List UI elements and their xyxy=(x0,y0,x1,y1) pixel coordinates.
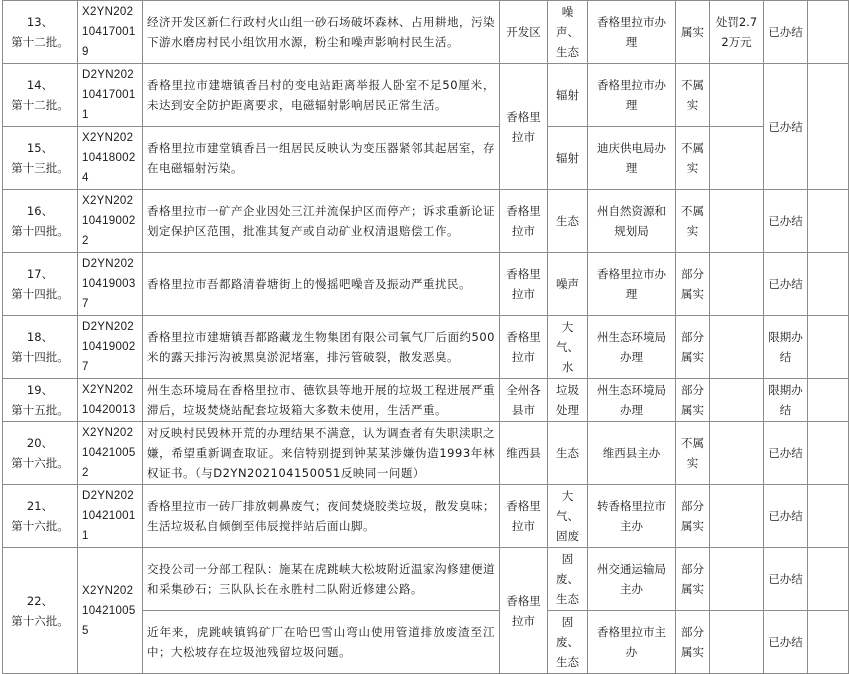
district: 香格里拉市 xyxy=(500,316,548,379)
note xyxy=(808,379,849,422)
case-code: X2YN202104210055 xyxy=(78,548,143,674)
table-row xyxy=(3,253,849,316)
status: 已办结 xyxy=(764,485,808,548)
note xyxy=(808,422,849,485)
case-code: D2YN202104170011 xyxy=(78,64,143,127)
penalty xyxy=(710,611,764,674)
district: 维西县 xyxy=(500,422,548,485)
table-row xyxy=(3,127,849,190)
status: 限期办结 xyxy=(764,379,808,422)
handling-office: 香格里拉市办理 xyxy=(588,64,676,127)
verification-result: 不属实 xyxy=(676,190,710,253)
note xyxy=(808,485,849,548)
handling-office: 迪庆供电局办理 xyxy=(588,127,676,190)
case-description: 对反映村民毁林开荒的办理结果不满意，认为调查者有失职渎职之嫌，希望重新调查取证。来信特别提到钟某某涉嫌伪造1993年林权证书。（与D2YN202104150051反映同一问题） xyxy=(143,422,500,485)
case-code: X2YN202104170019 xyxy=(78,1,143,64)
case-code: X2YN20210420013 xyxy=(78,379,143,422)
district: 香格里拉市 xyxy=(500,485,548,548)
handling-office: 转香格里拉市主办 xyxy=(588,485,676,548)
handling-office: 州生态环境局办理 xyxy=(588,316,676,379)
status: 已办结 xyxy=(764,253,808,316)
penalty xyxy=(710,485,764,548)
row-number: 16、 第十四批。 xyxy=(3,190,78,253)
district: 香格里拉市 xyxy=(500,253,548,316)
issue-type: 固废、生态 xyxy=(548,548,588,611)
case-code: D2YN202104190037 xyxy=(78,253,143,316)
penalty xyxy=(710,379,764,422)
status: 已办结 xyxy=(764,611,808,674)
row-number: 13、 第十二批。 xyxy=(3,1,78,64)
verification-result: 部分属实 xyxy=(676,253,710,316)
status: 已办结 xyxy=(764,190,808,253)
row-number: 14、 第十二批。 xyxy=(3,64,78,127)
note xyxy=(808,316,849,379)
status: 已办结 xyxy=(764,64,808,190)
note xyxy=(808,1,849,64)
table-row xyxy=(3,379,849,422)
table-row xyxy=(3,1,849,64)
case-description: 香格里拉市一砖厂排放刺鼻废气；夜间焚烧胶类垃圾，散发臭味；生活垃圾私自倾倒至伟辰搅拌站后面山脚。 xyxy=(143,485,500,548)
table-row xyxy=(3,190,849,253)
case-code: X2YN202104210052 xyxy=(78,422,143,485)
verification-result: 属实 xyxy=(676,1,710,64)
note xyxy=(808,253,849,316)
penalty xyxy=(710,190,764,253)
status: 已办结 xyxy=(764,422,808,485)
row-number: 18、 第十四批。 xyxy=(3,316,78,379)
verification-result: 不属实 xyxy=(676,422,710,485)
district: 香格里拉市 xyxy=(500,548,548,674)
verification-result: 不属实 xyxy=(676,127,710,190)
table-row xyxy=(3,485,849,548)
case-code: D2YN202104210011 xyxy=(78,485,143,548)
row-number: 19、 第十五批。 xyxy=(3,379,78,422)
verification-result: 部分属实 xyxy=(676,548,710,611)
status: 已办结 xyxy=(764,1,808,64)
status: 限期办结 xyxy=(764,316,808,379)
case-description: 交投公司一分部工程队：施某在虎跳峡大松坡附近温家沟修建便道和采集砂石；三队队长在永胜村二队附近修建公路。 xyxy=(143,548,500,611)
penalty xyxy=(710,422,764,485)
row-number: 20、 第十六批。 xyxy=(3,422,78,485)
penalty xyxy=(710,127,764,190)
table-row xyxy=(3,422,849,485)
verification-result: 部分属实 xyxy=(676,316,710,379)
row-number: 15、 第十三批。 xyxy=(3,127,78,190)
case-code: D2YN202104190027 xyxy=(78,316,143,379)
verification-result: 部分属实 xyxy=(676,485,710,548)
verification-result: 不属实 xyxy=(676,64,710,127)
case-code: X2YN202104190022 xyxy=(78,190,143,253)
issue-type: 大气、固废 xyxy=(548,485,588,548)
issue-type: 垃圾处理 xyxy=(548,379,588,422)
handling-office: 州交通运输局主办 xyxy=(588,548,676,611)
verification-result: 部分属实 xyxy=(676,611,710,674)
penalty: 处罚2.72万元 xyxy=(710,1,764,64)
district: 全州各县市 xyxy=(500,379,548,422)
issue-type: 噪声 xyxy=(548,253,588,316)
case-description: 州生态环境局在香格里拉市、德钦县等地开展的垃圾工程进展严重滞后，垃圾焚烧站配套垃圾箱大多数未使用，生活严重。 xyxy=(143,379,500,422)
case-description: 香格里拉市建堂镇香吕一组居民反映认为变压器紧邻其起居室，存在电磁辐射污染。 xyxy=(143,127,500,190)
penalty xyxy=(710,316,764,379)
status: 已办结 xyxy=(764,548,808,611)
row-number: 17、 第十四批。 xyxy=(3,253,78,316)
row-number: 21、 第十六批。 xyxy=(3,485,78,548)
row-number: 22、 第十六批。 xyxy=(3,548,78,674)
note xyxy=(808,190,849,253)
issue-type: 生态 xyxy=(548,422,588,485)
note xyxy=(808,548,849,611)
handling-office: 香格里拉市办理 xyxy=(588,253,676,316)
case-code: X2YN202104180024 xyxy=(78,127,143,190)
note xyxy=(808,64,849,190)
note xyxy=(808,611,849,674)
district: 开发区 xyxy=(500,1,548,64)
penalty xyxy=(710,64,764,127)
petition-table xyxy=(2,0,849,674)
issue-type: 固废、生态 xyxy=(548,611,588,674)
handling-office: 香格里拉市办理 xyxy=(588,1,676,64)
issue-type: 辐射 xyxy=(548,127,588,190)
case-description: 香格里拉市一矿产企业因处三江并流保护区而停产；诉求重新论证划定保护区范围，批准其复产或自动矿业权清退赔偿工作。 xyxy=(143,190,500,253)
table-row xyxy=(3,316,849,379)
issue-type: 噪声、生态 xyxy=(548,1,588,64)
verification-result: 部分属实 xyxy=(676,379,710,422)
penalty xyxy=(710,253,764,316)
handling-office: 香格里拉市主办 xyxy=(588,611,676,674)
issue-type: 生态 xyxy=(548,190,588,253)
issue-type: 辐射 xyxy=(548,64,588,127)
issue-type: 大气、水 xyxy=(548,316,588,379)
case-description: 近年来，虎跳峡镇钨矿厂在哈巴雪山弯山使用管道排放废渣至江中；大松坡存在垃圾池残留垃圾问题。 xyxy=(143,611,500,674)
case-description: 经济开发区新仁行政村火山组一砂石场破坏森林、占用耕地，污染下游水磨房村民小组饮用水源，粉尘和噪声影响村民生活。 xyxy=(143,1,500,64)
case-description: 香格里拉市建塘镇吾都路藏龙生物集团有限公司氧气厂后面约500米的露天排污沟被黑臭淤泥堵塞，排污管破裂，散发恶臭。 xyxy=(143,316,500,379)
case-description: 香格里拉市吾都路清眷塘街上的慢摇吧噪音及振动严重扰民。 xyxy=(143,253,500,316)
penalty xyxy=(710,548,764,611)
table-row xyxy=(3,548,849,611)
handling-office: 州自然资源和规划局 xyxy=(588,190,676,253)
case-description: 香格里拉市建塘镇香吕村的变电站距离举报人卧室不足50厘米，未达到安全防护距离要求，电磁辐射影响居民正常生活。 xyxy=(143,64,500,127)
handling-office: 维西县主办 xyxy=(588,422,676,485)
district: 香格里拉市 xyxy=(500,64,548,190)
district: 香格里拉市 xyxy=(500,190,548,253)
table-row xyxy=(3,64,849,127)
handling-office: 州生态环境局办理 xyxy=(588,379,676,422)
